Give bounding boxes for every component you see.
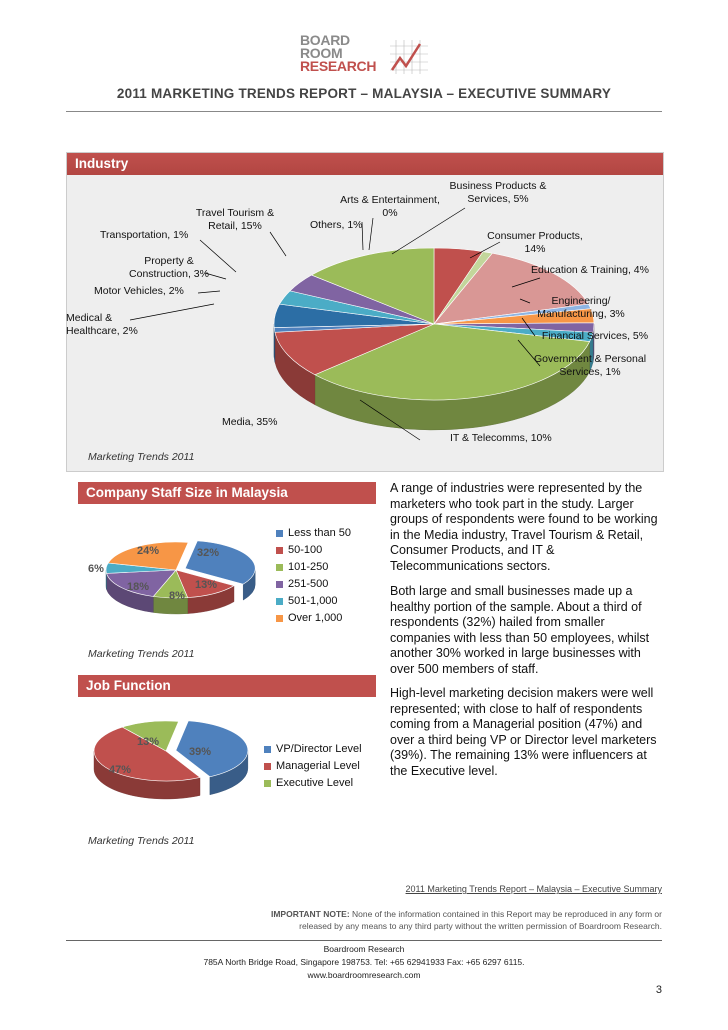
staff-pct-label-2: 8% — [169, 590, 185, 602]
staff-legend — [276, 525, 376, 627]
label-media: Media, 35% — [222, 416, 278, 428]
staff-legend-swatch-3 — [276, 581, 283, 588]
footer-rule — [66, 940, 662, 941]
staff-legend-swatch-5 — [276, 615, 283, 622]
document-title: 2011 MARKETING TRENDS REPORT – MALAYSIA – EXECUTIVE SUMMARY — [116, 86, 612, 101]
staff-pct-label-0: 32% — [196, 547, 220, 559]
label-transport: Transportation, 1% — [100, 229, 189, 241]
job-pie-chart — [78, 697, 268, 837]
label-consumer: Consumer Products, 14% — [487, 230, 583, 255]
staff-pct-label-4: 6% — [88, 563, 104, 575]
staff-heading: Company Staff Size in Malaysia — [78, 482, 376, 504]
job-source: Marketing Trends 2011 — [88, 835, 195, 847]
company-logo — [300, 34, 432, 78]
paragraph-company-size: Both large and small businesses made up a healthy portion of the sample. About a third of respondents (32%) hailed from smaller companies with less than 50 employees, whilst another 30% worked in large businesses with over 500 members of staff. — [390, 584, 650, 676]
staff-legend-item-2 — [276, 559, 376, 576]
industry-leader-line-3 — [270, 232, 286, 256]
staff-legend-item-5 — [276, 610, 376, 627]
staff-legend-label-3: 251-500 — [288, 578, 329, 590]
label-education: Education & Training, 4% — [531, 264, 649, 276]
label-others: Others, 1% — [310, 219, 363, 231]
job-legend-item-2 — [264, 775, 376, 792]
logo-line-1: BOARD — [300, 32, 350, 48]
footer-note-label: IMPORTANT NOTE: — [270, 909, 350, 919]
paragraph-job-function: High-level marketing decision makers were well represented; with close to half of respondents coming from a Managerial position (47%) and over a third being VP or Director level marketers (39%). The remaining 13% were influencers at the Executive level. — [390, 686, 657, 778]
job-legend-item-1 — [264, 758, 376, 775]
label-arts: Arts & Entertainment, 0% — [340, 194, 440, 219]
footer-note — [250, 908, 662, 932]
staff-legend-swatch-1 — [276, 547, 283, 554]
staff-legend-item-1 — [276, 542, 376, 559]
staff-legend-label-1: 50-100 — [288, 544, 323, 556]
footer-note-text: None of the information contained in this Report may be reproduced in any form or released by any means to any third party without the written permission of Boardroom Research. — [299, 909, 662, 931]
footer-website: www.boardroomresearch.com — [307, 970, 421, 980]
logo-line-3: RESEARCH — [300, 58, 377, 74]
staff-legend-label-5: Over 1,000 — [288, 612, 343, 624]
job-legend-swatch-1 — [264, 763, 271, 770]
job-heading: Job Function — [78, 675, 376, 697]
industry-heading: Industry — [67, 153, 663, 175]
job-legend-label-2: Executive Level — [276, 777, 354, 789]
footer-address: 785A North Bridge Road, Singapore 198753. Tel: +65 62941933 Fax: +65 6297 6115. — [203, 957, 525, 967]
staff-legend-swatch-0 — [276, 530, 283, 537]
label-engineering: Engineering/ Manufacturing, 3% — [537, 295, 625, 320]
header-rule — [66, 111, 662, 112]
footer-company: Boardroom Research — [323, 944, 405, 954]
staff-source: Marketing Trends 2011 — [88, 648, 195, 660]
staff-legend-label-2: 101-250 — [288, 561, 329, 573]
industry-source: Marketing Trends 2011 — [88, 451, 195, 463]
staff-legend-item-4 — [276, 593, 376, 610]
industry-leader-line-7 — [130, 304, 214, 320]
staff-legend-label-0: Less than 50 — [288, 527, 351, 539]
job-legend-label-0: VP/Director Level — [276, 743, 362, 755]
job-pct-label-2: 13% — [136, 736, 160, 748]
label-property: Property & Construction, 3% — [129, 255, 209, 280]
staff-legend-swatch-4 — [276, 598, 283, 605]
footer-report-title: 2011 Marketing Trends Report – Malaysia – Executive Summary — [405, 884, 662, 894]
staff-legend-item-0 — [276, 525, 376, 542]
staff-legend-label-4: 501-1,000 — [288, 595, 338, 607]
logo-line-2: ROOM — [300, 45, 343, 61]
label-it: IT & Telecomms, 10% — [450, 432, 552, 444]
label-motor: Motor Vehicles, 2% — [94, 285, 184, 297]
paragraph-industries: A range of industries were represented by the marketers who took part in the study. Larger groups of respondents were found to be working in the Media industry, Travel Tourism & Retail, Consumer Products, and IT & Telecommunications sectors. — [390, 481, 658, 573]
label-business: Business Products & Services, 5% — [449, 180, 547, 205]
label-travel: Travel Tourism & Retail, 15% — [195, 207, 275, 232]
label-medical: Medical & Healthcare, 2% — [66, 312, 138, 337]
job-pct-label-0: 39% — [188, 746, 212, 758]
job-legend-item-0 — [264, 741, 376, 758]
job-legend — [264, 741, 376, 792]
job-legend-swatch-2 — [264, 780, 271, 787]
label-financial: Financial Services, 5% — [541, 330, 649, 342]
page-number: 3 — [655, 984, 662, 996]
staff-pie-chart — [78, 504, 278, 654]
logo-chart-icon — [390, 40, 430, 76]
job-legend-label-1: Managerial Level — [276, 760, 360, 772]
staff-pct-label-5: 24% — [136, 545, 160, 557]
staff-legend-item-3 — [276, 576, 376, 593]
label-government: Government & Personal Services, 1% — [533, 353, 647, 378]
staff-pct-label-1: 13% — [194, 579, 218, 591]
job-pct-label-1: 47% — [108, 764, 132, 776]
staff-legend-swatch-2 — [276, 564, 283, 571]
staff-pct-label-3: 18% — [126, 581, 150, 593]
job-legend-swatch-0 — [264, 746, 271, 753]
